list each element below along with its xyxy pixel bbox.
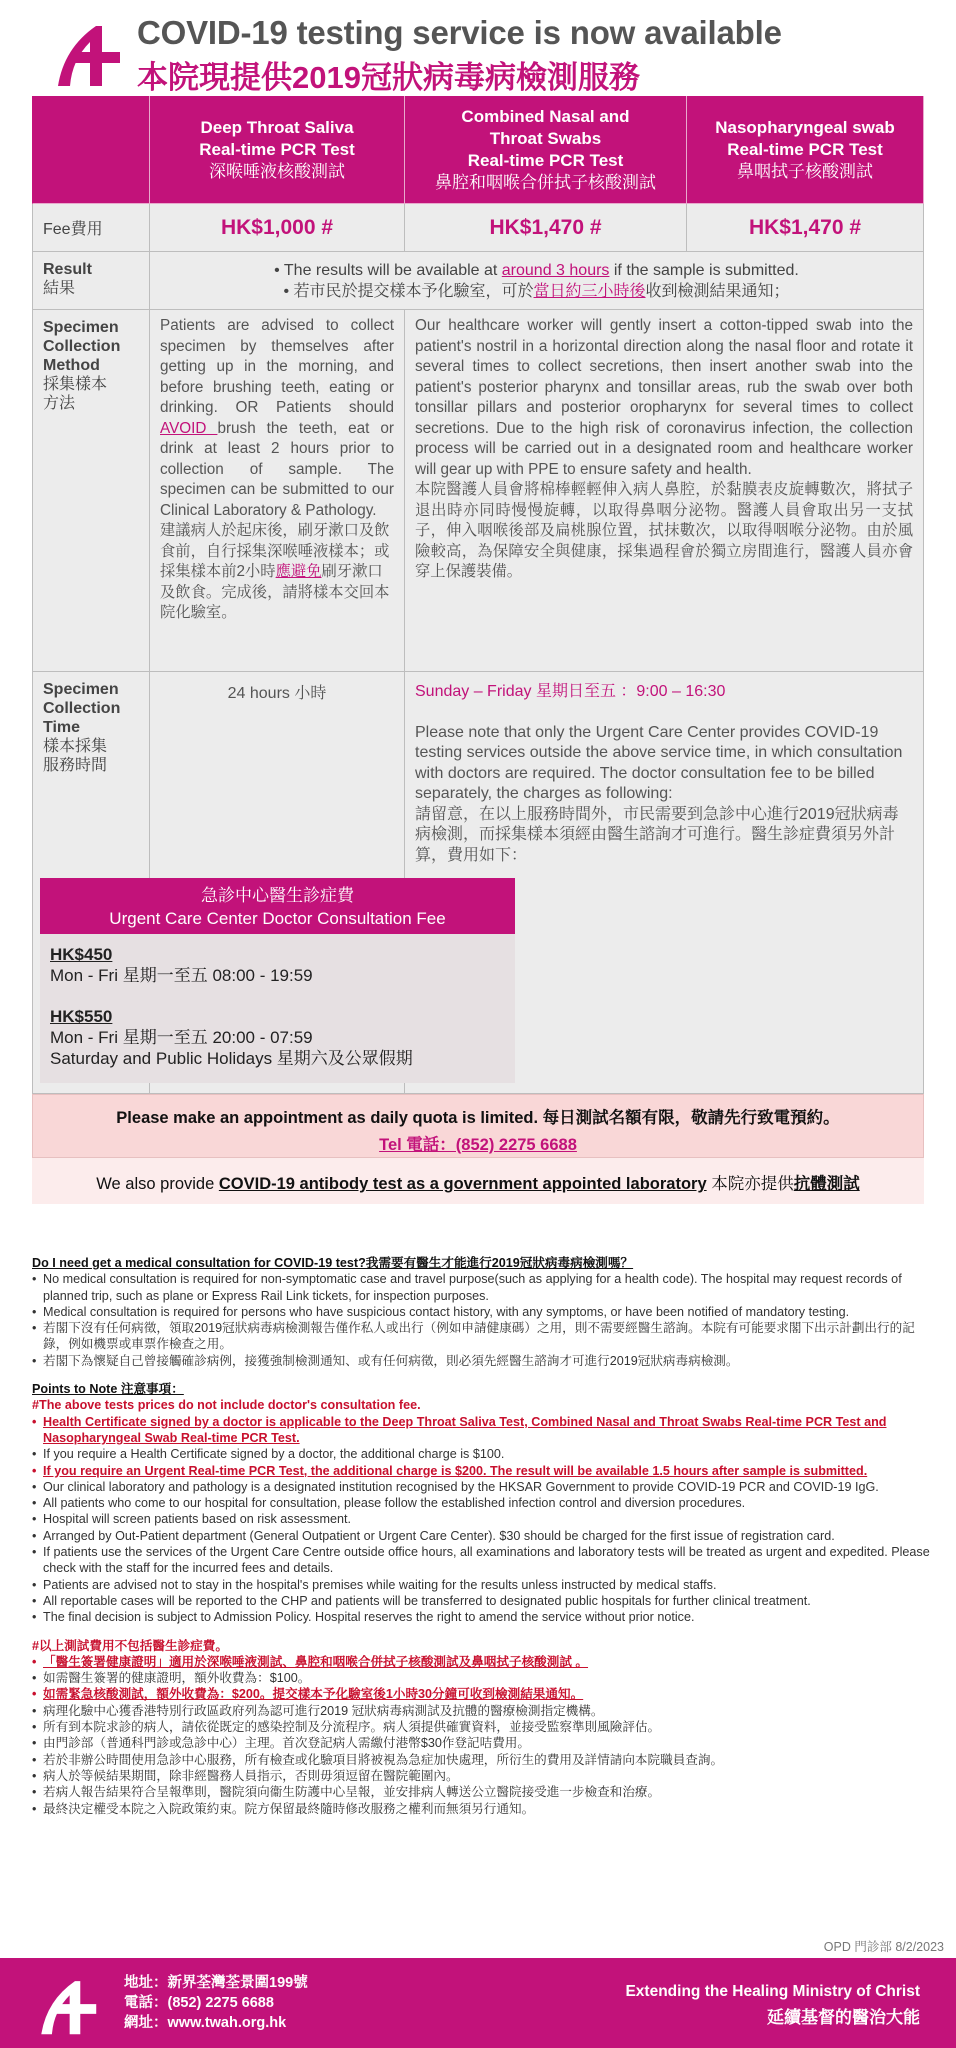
fee-nasopharyngeal: HK$1,470 # [748, 215, 862, 239]
col-header-text: Real-time PCR Test [199, 139, 355, 159]
antibody-text: 本院亦提供 [706, 1175, 794, 1193]
appointment-text: Please make an appointment as daily quota is limited. 每日測試名額有限，敬請先行致電預約。 [116, 1109, 840, 1127]
label-line: Specimen [43, 681, 119, 698]
result-text [150, 252, 924, 310]
saliva-method-text [150, 310, 405, 672]
list-item: • Hospital will screen patients based on risk assessment. [32, 1511, 932, 1527]
footer-website-link[interactable]: 網址：www.twah.org.hk [124, 2015, 287, 2031]
points-list-zh [32, 1654, 932, 1817]
label-line: 樣本採集 [43, 738, 108, 755]
revision-note: OPD 門診部 8/2/2023 [823, 1940, 944, 1954]
fee-label: Fee費用 [32, 204, 150, 252]
header-blank-cell [32, 96, 150, 204]
label-line: Specimen [43, 319, 119, 336]
table-header-row [32, 96, 924, 204]
list-item: • 如需醫生簽署的健康證明，額外收費為：$100。 [32, 1670, 932, 1686]
ucc-fee-time: Mon - Fri 星期一至五 08:00 - 19:59 [50, 966, 313, 985]
swab-method-text [405, 310, 924, 672]
label-line: 採集樣本 [43, 376, 108, 393]
list-item: • 如需緊急核酸測試，額外收費為：$200。提交樣本予化驗室後1小時30分鐘可收到檢測結果通知。 [32, 1686, 932, 1702]
ucc-fee-time: Saturday and Public Holidays 星期六及公眾假期 [50, 1049, 413, 1068]
list-item: • 「醫生簽署健康證明」適用於深喉唾液測試、鼻腔和咽喉合併拭子核酸測試及鼻咽拭子核酸測試 。 [32, 1654, 932, 1670]
method-text: brush the teeth, eat or drink at least 2 hours prior to collection of sample. The specimen can be submitted to our Clinical Laboratory & Pathology. [160, 419, 394, 519]
list-item: • Arranged by Out-Patient department (General Outpatient or Urgent Care Center). $30 should be charged for the first issue of registration card. [32, 1528, 932, 1544]
result-label [32, 252, 150, 310]
label-line: Time [43, 719, 81, 736]
result-highlight: 當日約三小時後 [533, 283, 646, 300]
page-title-zh: 本院現提供2019冠狀病毒病檢測服務 [137, 60, 640, 95]
list-item: • If you require an Urgent Real-time PCR Test, the additional charge is $200. The result will be available 1.5 hours after sample is submitted. [32, 1463, 932, 1479]
result-text-part: • The results will be available at [274, 262, 502, 279]
col-header-text: Deep Throat Saliva [200, 117, 354, 137]
antibody-highlight: 抗體測試 [793, 1175, 860, 1193]
method-text: 建議病人於起床後，刷牙漱口及飲食前，自行採集深喉唾液樣本；或採集樣本前2小時 [160, 522, 390, 580]
antibody-highlight: COVID-19 antibody test as a government appointed laboratory [218, 1175, 707, 1193]
result-text-part: • 若市民於提交樣本予化驗室，可於 [283, 283, 534, 300]
list-item: • The final decision is subject to Admission Policy. Hospital reserves the right to amend the service without prior notice. [32, 1609, 932, 1625]
list-item: • Patients are advised not to stay in the hospital's premises while waiting for the results unless instructed by medical staffs. [32, 1577, 932, 1593]
points-section-zh [32, 1638, 932, 1817]
list-item: • All reportable cases will be reported to the CHP and patients will be transferred to designated public hospitals for further clinical treatment. [32, 1593, 932, 1609]
page-footer [0, 1958, 956, 2048]
label-line: Collection [43, 700, 121, 717]
ucc-title-en: Urgent Care Center Doctor Consultation Fee [109, 909, 446, 928]
points-section [32, 1381, 932, 1625]
footer-contact [124, 1973, 308, 2033]
points-hash-note: #The above tests prices do not include doctor's consultation fee. [32, 1398, 421, 1413]
ucc-fee-amount: HK$550 [50, 1007, 113, 1026]
specimen-method-label [32, 310, 150, 672]
notes-section [32, 1255, 932, 1817]
label-line: Method [43, 357, 100, 374]
antibody-text: We also provide [96, 1175, 219, 1193]
ucc-fee-box [40, 878, 515, 1083]
list-item: • 若閣下為懷疑自己曾接觸確診病例，接獲強制檢測通知、或有任何病徵，則必須先經醫生諮詢才可進行2019冠狀病毒病檢測。 [32, 1353, 932, 1369]
list-item: • 所有到本院求診的病人，請依從既定的感染控制及分流程序。病人須提供確實資料，並接受監察準則風險評估。 [32, 1719, 932, 1735]
col-header-text: 深喉唾液核酸測試 [209, 161, 345, 181]
slogan-zh: 延續基督的醫治大能 [767, 2008, 920, 2027]
points-title: Points to Note 注意事項： [32, 1382, 184, 1397]
list-item: • All patients who come to our hospital for consultation, please follow the established infection control and diversion procedures. [32, 1495, 932, 1511]
fee-saliva: HK$1,000 # [220, 215, 334, 239]
list-item: • No medical consultation is required for non-symptomatic case and travel purpose(such as applying for a health code). The hospital may request records of planned trip, such as plane or Express Rail Link tickets, for inspection purposes. [32, 1271, 932, 1304]
specimen-method-row [32, 310, 924, 672]
avoid-highlight: 應避免 [275, 563, 322, 580]
col-header-saliva [150, 96, 405, 204]
ucc-fee-header [40, 878, 515, 934]
result-row [32, 252, 924, 310]
result-label-en: Result [43, 261, 92, 278]
result-text-part: 收到檢測結果通知； [645, 283, 790, 300]
service-hours: Sunday – Friday 星期日至五 ：9:00 – 16:30 [415, 683, 726, 700]
fee-combined: HK$1,470 # [489, 215, 602, 239]
col-header-text: Nasopharyngeal swab [715, 117, 895, 137]
list-item: • 病理化驗中心獲香港特別行政區政府列為認可進行2019 冠狀病毒病測試及抗體的醫療檢測指定機構。 [32, 1703, 932, 1719]
col-header-text: Real-time PCR Test [467, 150, 624, 170]
list-item: • 若於非辦公時間使用急診中心服務，所有檢查或化驗項目將被視為急症加快處理，所衍生的費用及詳情請向本院職員查詢。 [32, 1752, 932, 1768]
col-header-text: Throat Swabs [489, 128, 602, 148]
page-header [0, 0, 956, 98]
ucc-fee-night [40, 1006, 515, 1069]
col-header-text: Combined Nasal and [461, 106, 630, 126]
list-item: • If patients use the services of the Urgent Care Centre outside office hours, all examinations and laboratory tests will be treated as urgent and expedited. Please check with the staff for the incurred fees and details. [32, 1544, 932, 1577]
col-header-combined [405, 96, 687, 204]
appointment-phone-link[interactable]: Tel 電話：(852) 2275 6688 [379, 1136, 577, 1154]
ucc-note-en: Please note that only the Urgent Care Center provides COVID-19 testing services outside the above service time, in which consultation with doctors are required. The doctor consultation fee to be billed separately, the charges as following: [415, 723, 903, 802]
ucc-fee-time: Mon - Fri 星期一至五 20:00 - 07:59 [50, 1028, 313, 1047]
col-header-nasopharyngeal [687, 96, 924, 204]
label-line: 服務時間 [43, 757, 108, 774]
result-label-zh: 結果 [43, 280, 76, 297]
ucc-fee-amount: HK$450 [50, 945, 113, 964]
hospital-logo-icon [34, 1974, 100, 2036]
list-item: • If you require a Health Certificate signed by a doctor, the additional charge is $100. [32, 1446, 932, 1462]
col-header-text: 鼻咽拭子核酸測試 [737, 161, 873, 181]
swab-text-en: Our healthcare worker will gently insert a cotton-tipped swab into the patient's nostril in a horizontal direction along the nasal floor and rotate it several times to collect secretions, then insert another swab into the patient's posterior pharynx and tonsillar areas, rub the swab over both tonsillar pillars and posterior oropharynx for several times to collect secretions. Due to the high risk of coronavirus infection, the collection process will be carried out in a designated room and healthcare worker will gear up with PPE to ensure safety and health. [415, 317, 913, 478]
page-title-en: COVID-19 testing service is now available [137, 14, 782, 51]
method-text: Patients are advised to collect specimen by themselves after getting up in the morning, and before brushing teeth, eating or drinking. OR Patients should [160, 317, 394, 416]
result-text-part: if the sample is submitted. [609, 262, 799, 279]
list-item: • 最終決定權受本院之入院政策約束。院方保留最終隨時修改服務之權利而無須另行通知。 [32, 1801, 932, 1817]
fee-row [32, 204, 924, 252]
appointment-banner [32, 1094, 924, 1158]
antibody-banner [32, 1158, 924, 1204]
label-line: Collection [43, 338, 121, 355]
list-item: • Health Certificate signed by a doctor is applicable to the Deep Throat Saliva Test, Combined Nasal and Throat Swabs Real-time PCR Test and Nasopharyngeal Swab Real-time PCR Test. [32, 1414, 932, 1447]
footer-address: 地址：新界荃灣荃景圍199號 [124, 1975, 308, 1991]
list-item: • 若閣下沒有任何病徵，領取2019冠狀病毒病檢測報告僅作私人或出行（例如申請健康碼）之用，則不需要經醫生諮詢。本院有可能要求閣下出示計劃出行的記錄，例如機票或車票作檢查之用。 [32, 1320, 932, 1353]
hospital-logo-icon [50, 18, 124, 88]
saliva-hours: 24 hours 小時 [227, 685, 327, 702]
result-highlight: around 3 hours [501, 262, 610, 279]
list-item: • Our clinical laboratory and pathology is a designated institution recognised by the HKSAR Government to provide COVID-19 PCR and COVID-19 IgG. [32, 1479, 932, 1495]
footer-phone[interactable]: 電話：(852) 2275 6688 [124, 1995, 274, 2011]
slogan-en: Extending the Healing Ministry of Christ [625, 1983, 920, 2000]
ucc-note-zh: 請留意，在以上服務時間外，市民需要到急診中心進行2019冠狀病毒病檢測，而採集樣本須經由醫生諮詢才可進行。醫生診症費須另外計算，費用如下： [415, 805, 899, 864]
ucc-title-zh: 急診中心醫生診症費 [201, 886, 354, 905]
specimen-time-row [32, 672, 924, 1094]
col-header-text: Real-time PCR Test [727, 139, 883, 159]
points-list [32, 1414, 932, 1626]
swab-text-zh: 本院醫護人員會將棉棒輕輕伸入病人鼻腔，於黏膜表皮旋轉數次，將拭子退出時亦同時慢慢旋轉，以取得鼻咽分泌物。醫護人員會取出另一支拭子，伸入咽喉後部及扁桃腺位置，拭抹數次，以取得咽喉分泌物。由於風險較高，為保障安全與健康，採集過程會於獨立房間進行，醫護人員亦會穿上保護裝備。 [415, 481, 913, 580]
list-item: • 病人於等候結果期間，除非經醫務人員指示，否則毋須逗留在醫院範圍內。 [32, 1768, 932, 1784]
ucc-fee-day [40, 944, 515, 986]
footer-slogan [625, 1983, 920, 2028]
method-text: 刷牙漱口及飲食。完成後，請將樣本交回本院化驗室。 [160, 563, 390, 621]
col-header-text: 鼻腔和咽喉合併拭子核酸測試 [435, 172, 656, 192]
list-item: • Medical consultation is required for persons who have suspicious contact history, with any symptoms, or have been notified of mandatory testing. [32, 1304, 932, 1320]
consultation-list [32, 1271, 932, 1369]
list-item: • 由門診部（普通科門診或急診中心）主理。首次登記病人需繳付港幣$30作登記咭費用。 [32, 1735, 932, 1751]
label-line: 方法 [43, 395, 76, 412]
consultation-question: Do I need get a medical consultation for COVID-19 test?我需要有醫生才能進行2019冠狀病毒病檢測嗎？ [32, 1256, 634, 1270]
avoid-highlight: AVOID [160, 419, 218, 437]
points-hash-note-zh: #以上測試費用不包括醫生診症費。 [32, 1638, 228, 1653]
list-item: • 若病人報告結果符合呈報準則，醫院須向衞生防護中心呈報，並安排病人轉送公立醫院接受進一步檢查和治療。 [32, 1784, 932, 1800]
